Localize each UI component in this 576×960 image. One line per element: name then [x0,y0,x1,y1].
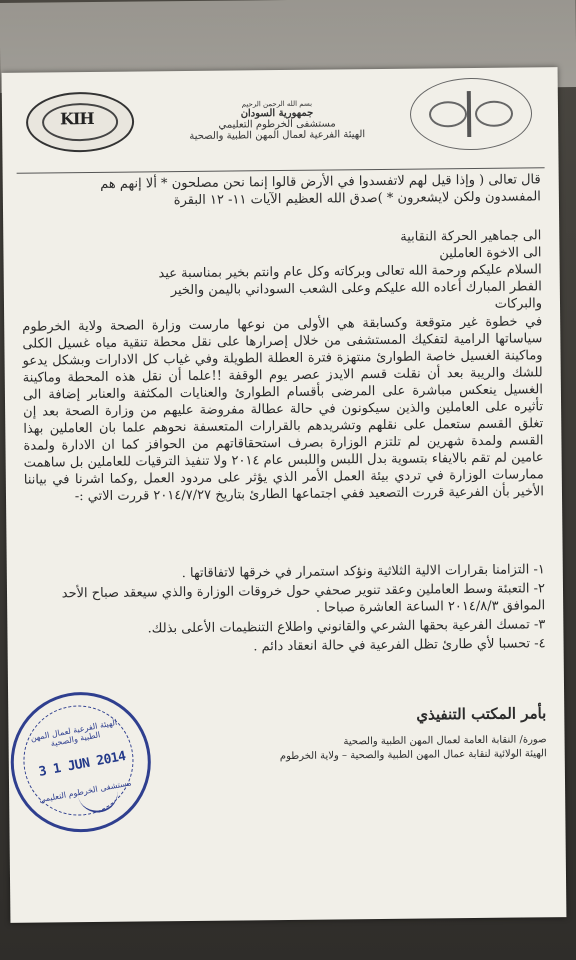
signature-line: بأمر المكتب التنفيذي [416,704,547,724]
greeting-line: الفطر المبارك أعاده الله عليكم وعلى الشعب السوداني باليمن والخير [170,279,542,299]
decisions-list [25,561,546,659]
decision-item: ٤- تحسبا لأي طارئ تظل الفرعية في حالة انعقاد دائم . [253,636,546,655]
letterhead-basmala: بسم الله الرحمن الرحيم [241,99,313,109]
emblem-wing-right [475,101,513,127]
decision-item: ٢- التعبئة وسط العاملين وعقد تنوير صحفي حول خروقات الوزارة والذي سيعقد صباح الأحد الموافق ٢٠١٤/٨/٣ الساعة العاشرة صباحا . [61,581,546,616]
document-page [2,67,567,923]
stamp-bottom-text: مستشفى الخرطوم التعليمي [38,778,133,805]
greeting-line: السلام عليكم ورحمة الله تعالى وبركاته وكل عام وانتم بخير بمناسبة عيد [158,262,542,282]
quran-quote [21,171,541,210]
union-logo-mark: KIH [59,108,94,129]
statement-paragraph [22,313,544,505]
copy-line: الهيئة الولائية لنقابة عمال المهن الطبية والصحية – ولاية الخرطوم [279,748,547,763]
greeting-line: الى الاخوة العاملين [439,245,542,262]
decision-item: ٣- تمسك الفرعية بحقها الشرعي والقانوني واطلاع التنظيمات الأعلى بذلك. [147,617,546,637]
decision-item: ١- التزامنا بقرارات الالية الثلاثية ونؤكد استمرار في خرقها لاتفاقاتها . [181,562,545,582]
emblem-wing-left [429,101,467,127]
greeting-block [21,227,542,317]
medical-emblem-logo [410,77,533,150]
union-logo [26,92,135,153]
letterhead-country: جمهورية السودان [240,107,314,120]
quote-line: قال تعالى ( وإذا قيل لهم لاتفسدوا في الأرض قالوا إنما نحن مصلحون * ألا إنهم هم [100,172,541,192]
letterhead-hospital: مستشفى الخرطوم التعليمي [218,118,336,131]
greeting-line: والبركات [494,296,543,312]
letterhead-union-branch: الهيئة الفرعية لعمال المهن الطبية والصحية [189,129,366,142]
stamp-top-text: الهيئة الفرعية لعمال المهن الطبية والصحية [29,717,118,749]
statement-text: في خطوة غير متوقعة وكسابقة هي الأولى من نوعها مارست وزارة الصحة ولاية الخرطوم سياساتها الرامية لتفكيك المستشفى من خلال إصرارها على نقل محطة تنقية مياه غسيل الكلى وماكينة الغسيل خاصة الطوارئ منتهزة فترة العطلة الطويلة وفي غياب كل الادارات وبشكل يدعو للشك والريبة بعد أن نقلت قسم الايدز عصر يوم الوقفة !!علما أن نقل هذه المحطة وماكينة الغسيل ينعكس مباشرة على المرضى بأقسام الطوارئ والعنايات المكثفة والعنابر إضافة الى تأثيره على العاملين والذين سيكونون في حالة عطالة مفروضة عليهم من وزارة الصحة بعد إن تغلق القسم ستعمل على نقلهم وتشريدهم بالقرارات المتعسفة نحوهم علما بان العاملين بهذا القسم ولمدة شهرين لم تلتزم الوزارة بصرف استحقاقاتهم من الحوافز كما ان الادارة ولمدة عامين لم تقم بالايفاء بتسوية بدل اللبس واللبس عام ٢٠١٤ ولا تنفيذ الترقيات للعاملين بل ساهمت ممارسات الوزارة في تردي بيئة العمل الأمر الذي يؤثر على مردود العمل ,وكما اشرنا في بياننا الأخير بأن الفرعية قررت التصعيد ففي اجتماعها الطارئ بتاريخ ٢٠١٤/٧/٢٧ قررت الاتي :- [22,314,545,505]
stamp-date: 3 1 JUN 2014 [37,748,127,780]
greeting-line: الى جماهير الحركة النقابية [400,228,542,245]
emblem-staff [467,91,471,137]
copy-line: صورة/ النقابة العامة لعمال المهن الطبية والصحية [343,734,547,748]
official-stamp [0,680,162,843]
quote-line: المفسدون ولكن لايشعرون * )صدق الله العظيم الآيات ١١- ١٢ البقرة [173,189,541,209]
letterhead [152,99,402,143]
